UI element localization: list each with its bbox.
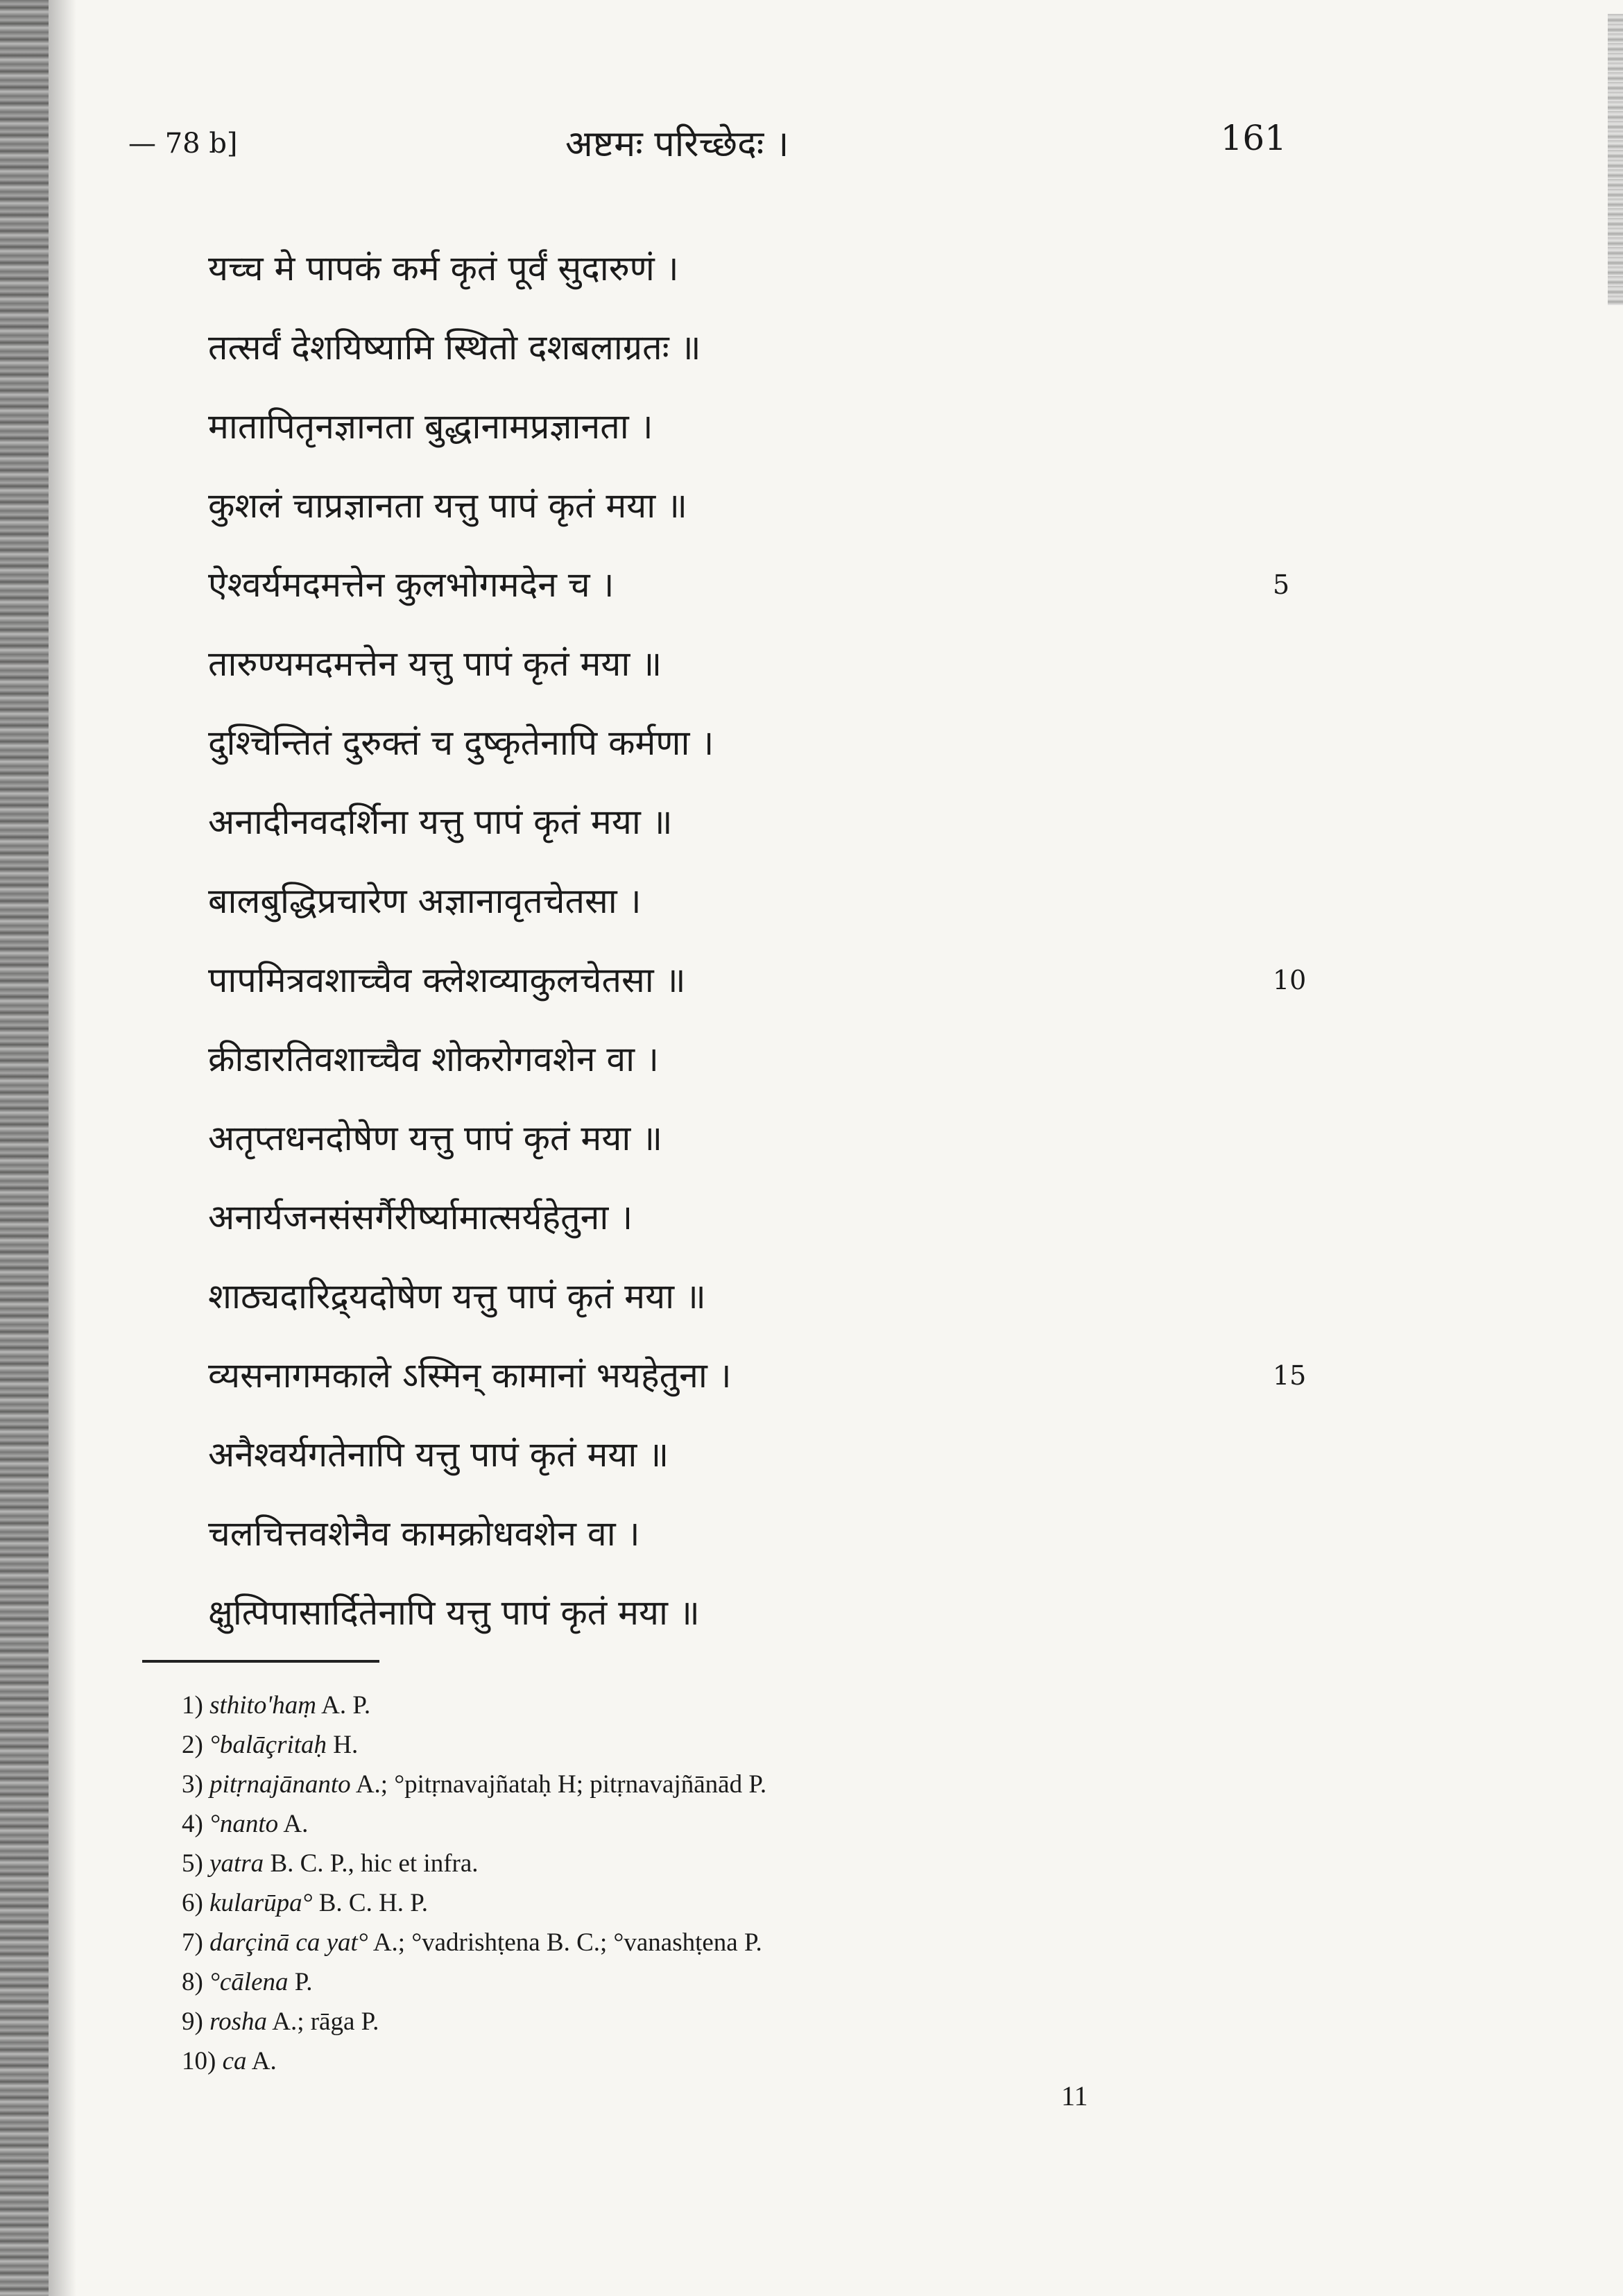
footnote-reading: kularūpa°: [209, 1889, 313, 1917]
footnote-sources: A.; °pitṛnavajñataḥ H; pitṛnavajñānād P.: [350, 1770, 767, 1799]
verse-line: [208, 1415, 1318, 1494]
footnote: [182, 1962, 1222, 2002]
verse-line: [208, 466, 1318, 545]
verse-text: क्षुत्पिपासार्दितेनापि यत्तु पापं कृतं मया ॥: [208, 1593, 700, 1633]
footnotes: [182, 1686, 1222, 2081]
footnote-reading: darçinā ca yat°: [209, 1928, 368, 1957]
footnote-number: 6): [182, 1889, 203, 1917]
footnote: [182, 1923, 1222, 1962]
footnote: [182, 1883, 1222, 1923]
footnote-number: 3): [182, 1770, 203, 1799]
verse-line: [208, 1257, 1318, 1336]
verse-text: कुशलं चाप्रज्ञानता यत्तु पापं कृतं मया ॥: [208, 486, 688, 526]
verse-text: दुश्चिन्तितं दुरुक्तं च दुष्कृतेनापि कर्मणा ।: [208, 723, 714, 763]
verse-line: [208, 941, 1318, 1020]
footnote-number: 8): [182, 1968, 203, 1996]
footnote-number: 4): [182, 1810, 203, 1838]
footnote-reading: rosha: [209, 2007, 268, 2036]
verse-text: बालबुद्धिप्रचारेण अज्ञानावृतचेतसा ।: [208, 881, 642, 921]
footnote: [182, 2002, 1222, 2041]
footnote: [182, 1725, 1222, 1765]
verse-line: [208, 703, 1318, 782]
verse-text: तत्सर्वं देशयिष्यामि स्थितो दशबलाग्रतः ॥: [208, 327, 701, 368]
line-number: 5: [1273, 569, 1290, 600]
verse-text: अनैश्वर्यगतेनापि यत्तु पापं कृतं मया ॥: [208, 1434, 669, 1475]
verse-text: अनादीनवदर्शिना यत्तु पापं कृतं मया ॥: [208, 802, 673, 842]
verse-text: मातापितृनज्ञानता बुद्धानामप्रज्ञानता ।: [208, 406, 653, 447]
footnote-sources: B. C. P., hic et infra.: [264, 1849, 479, 1878]
verse-line: [208, 1494, 1318, 1573]
verse-block: [208, 229, 1318, 1652]
footnote-sources: B. C. H. P.: [312, 1889, 429, 1917]
footnote-rule: [142, 1660, 379, 1663]
verse-line: [208, 308, 1318, 387]
footnote-number: 10): [182, 2047, 216, 2075]
verse-text: क्रीडारतिवशाच्चैव शोकरोगवशेन वा ।: [208, 1039, 659, 1079]
verse-text: चलचित्तवशेनैव कामक्रोधवशेन वा ।: [208, 1514, 640, 1554]
verse-line: [208, 229, 1318, 308]
verse-line: [208, 1099, 1318, 1178]
footnote-reading: °nanto: [209, 1810, 279, 1838]
footnote-reading: pitṛnajānanto: [209, 1770, 351, 1799]
footnote-reading: ca: [222, 2047, 247, 2075]
verse-text: शाठ्यदारिद्र्यदोषेण यत्तु पापं कृतं मया ॥: [208, 1276, 706, 1317]
footnote: [182, 1765, 1222, 1804]
footnote-sources: H.: [327, 1731, 359, 1759]
verse-line: [208, 387, 1318, 466]
line-number: 10: [1273, 965, 1307, 995]
header-reference: — 78 b]: [128, 128, 238, 160]
verse-line: [208, 1573, 1318, 1652]
verse-text: अतृप्तधनदोषेण यत्तु पापं कृतं मया ॥: [208, 1118, 663, 1158]
footnote-reading: yatra: [209, 1849, 264, 1878]
footnote-sources: A.; rāga P.: [267, 2007, 379, 2036]
verse-text: अनार्यजनसंसर्गैरीर्ष्यामात्सर्यहेतुना ।: [208, 1197, 633, 1237]
verse-text: यच्च मे पापकं कर्म कृतं पूर्वं सुदारुणं ।: [208, 248, 679, 289]
footnote-sources: A.: [246, 2047, 277, 2075]
verse-line: [208, 1020, 1318, 1099]
footnote-number: 2): [182, 1731, 203, 1759]
chapter-title: अष्टमः परिच्छेदः ।: [565, 123, 789, 165]
verse-text: व्यसनागमकाले ऽस्मिन् कामानां भयहेतुना ।: [208, 1355, 732, 1396]
footnote-reading: sthito'haṃ: [209, 1691, 316, 1720]
verse-line: [208, 545, 1318, 624]
footnote-number: 5): [182, 1849, 203, 1878]
footnote-sources: A.: [278, 1810, 309, 1838]
footnote-reading: °balāçritaḥ: [209, 1731, 327, 1759]
verse-line: [208, 1178, 1318, 1257]
verse-text: ऐश्वर्यमदमत्तेन कुलभोगमदेन च ।: [208, 565, 615, 605]
footnote: [182, 2041, 1222, 2081]
verse-line: [208, 782, 1318, 862]
signature-mark: 11: [1061, 2080, 1088, 2111]
footnote: [182, 1686, 1222, 1725]
verse-text: तारुण्यमदमत्तेन यत्तु पापं कृतं मया ॥: [208, 644, 662, 684]
footnote-number: 9): [182, 2007, 203, 2036]
footnote-sources: A. P.: [316, 1691, 371, 1720]
verse-line: [208, 1336, 1318, 1415]
scan-edge-shadow: [49, 0, 76, 2296]
page-header: [128, 118, 1287, 173]
footnote-sources: A.; °vadrishṭena B. C.; °vanashṭena P.: [368, 1928, 762, 1957]
footnote-reading: °cālena: [209, 1968, 289, 1996]
scan-edge-left: [0, 0, 49, 2296]
line-number: 15: [1273, 1360, 1307, 1391]
footnote-sources: P.: [288, 1968, 313, 1996]
verse-text: पापमित्रवशाच्चैव क्लेशव्याकुलचेतसा ॥: [208, 960, 686, 1000]
footnote: [182, 1844, 1222, 1883]
verse-line: [208, 862, 1318, 941]
scan-edge-right: [1608, 14, 1623, 305]
page-number: 161: [1220, 118, 1287, 158]
footnote-number: 1): [182, 1691, 203, 1720]
verse-line: [208, 624, 1318, 703]
footnote-number: 7): [182, 1928, 203, 1957]
footnote: [182, 1804, 1222, 1844]
